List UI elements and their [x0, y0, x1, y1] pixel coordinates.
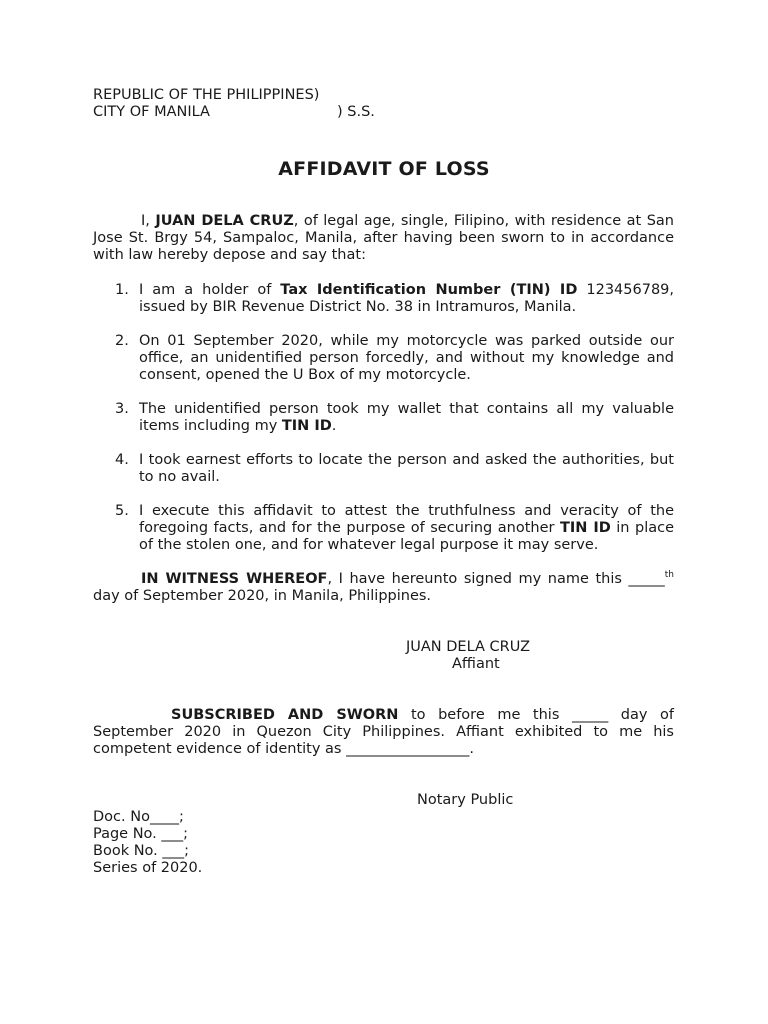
witness-day-blank: _____ [628, 571, 665, 587]
jurat-pre: to before me this [398, 707, 572, 723]
witness-ordinal: th [664, 570, 674, 580]
item-3-number: 3. [115, 401, 129, 417]
item-3-pre: The unidentified person took my wallet that contains all my valuable items including my [139, 401, 674, 434]
affiant-name-inline: JUAN DELA CRUZ [155, 213, 294, 229]
venue-city: CITY OF MANILA [93, 104, 210, 120]
intro-pre: I, [141, 213, 156, 229]
intro-paragraph [93, 213, 674, 264]
item-1-number: 1. [115, 282, 129, 298]
doc-number: Doc. No____; [93, 809, 184, 825]
witness-bold: IN WITNESS WHEREOF [141, 571, 328, 587]
item-4-text: I took earnest efforts to locate the person and asked the authorities, but to no avail. [139, 452, 674, 485]
book-number: Book No. ___; [93, 843, 190, 859]
document-title: AFFIDAVIT OF LOSS [278, 158, 490, 180]
item-5-pre: I execute this affidavit to attest the truthfulness and veracity of the foregoing facts, and for the purpose of securing another [139, 503, 674, 536]
item-5-number: 5. [115, 503, 129, 519]
item-1-bold: Tax Identification Number (TIN) ID [280, 282, 578, 298]
jurat-day-blank: _____ [571, 707, 609, 723]
item-3-post: . [331, 418, 337, 434]
item-1-text [139, 282, 674, 316]
witness-paragraph [93, 571, 674, 605]
jurat-post: . [469, 741, 474, 757]
venue-ss: ) S.S. [337, 104, 375, 120]
item-5-text [139, 503, 674, 554]
affiant-role: Affiant [452, 656, 500, 672]
witness-post: day of September 2020, in Manila, Philippines. [93, 588, 432, 604]
jurat-bold: SUBSCRIBED AND SWORN [171, 707, 399, 723]
notary-public-label: Notary Public [417, 792, 514, 808]
affiant-signature-name: JUAN DELA CRUZ [406, 639, 531, 655]
item-1-post: 123456789, issued by BIR Revenue District No. 38 in Intramuros, Manila. [139, 282, 675, 315]
item-3-text [139, 401, 674, 435]
jurat-paragraph [93, 707, 674, 758]
jurat-identity-blank: _________________ [346, 741, 470, 757]
series-year: Series of 2020. [93, 860, 203, 876]
item-2-text: On 01 September 2020, while my motorcycle was parked outside our office, an unidentified person forcedly, and without my knowledge and consent, opened the U Box of my motorcycle. [139, 333, 674, 383]
jurat-mid: day of September 2020 in Quezon City Philippines. Affiant exhibited to me his competent evidence of identity as [93, 707, 675, 757]
venue-republic: REPUBLIC OF THE PHILIPPINES) [93, 87, 320, 103]
witness-pre: , I have hereunto signed my name this [327, 571, 629, 587]
item-2-number: 2. [115, 333, 129, 349]
item-4-number: 4. [115, 452, 129, 468]
item-5-bold: TIN ID [559, 520, 611, 536]
item-3-bold: TIN ID [281, 418, 332, 434]
intro-post: , of legal age, single, Filipino, with residence at San Jose St. Brgy 54, Sampaloc, Manila, after having been sworn to in accordance with law hereby depose and say that: [93, 213, 674, 263]
page-number: Page No. ___; [93, 826, 189, 842]
item-5-post: in place of the stolen one, and for whatever legal purpose it may serve. [139, 520, 674, 553]
item-1-pre: I am a holder of [139, 282, 281, 298]
